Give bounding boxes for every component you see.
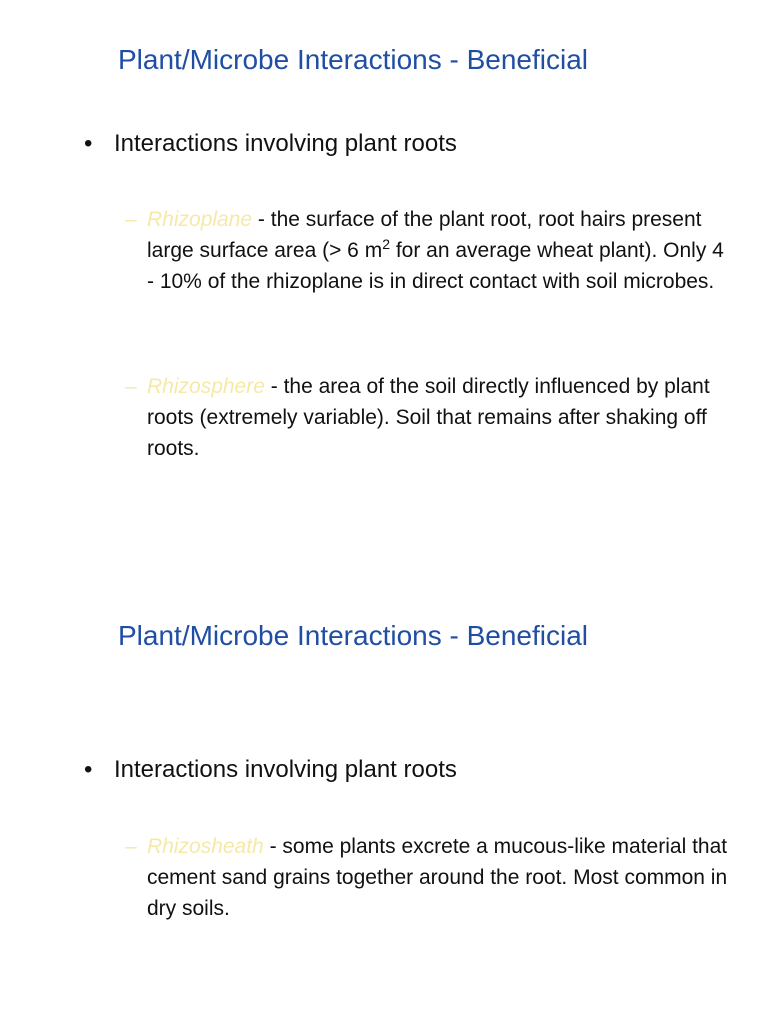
dash-marker: –: [125, 375, 137, 398]
slide-2: [0, 575, 768, 1024]
term-rhizosphere: Rhizosphere: [147, 375, 265, 398]
sub-item-content: [125, 371, 735, 464]
superscript: 2: [382, 236, 390, 252]
definition-text: - the area of the soil directly influenced by plant roots (extremely variable). Soil that remains after shaking off roots.: [147, 375, 710, 460]
sub-item-content: [125, 204, 735, 297]
slide-1: [0, 0, 768, 500]
definition-text-b: for an average wheat plant). Only 4 - 10% of the rhizoplane is in direct contact with soil microbes.: [147, 239, 724, 293]
bullet-text: Interactions involving plant roots: [114, 130, 457, 157]
bullet-marker: •: [84, 130, 93, 157]
slide-title: Plant/Microbe Interactions - Beneficial: [118, 44, 588, 75]
dash-marker: –: [125, 835, 137, 858]
bullet-item: [84, 129, 457, 159]
slide-title: Plant/Microbe Interactions - Beneficial: [118, 620, 588, 651]
term-rhizosheath: Rhizosheath: [147, 835, 264, 858]
bullet-text: Interactions involving plant roots: [114, 756, 457, 783]
sub-item-rhizoplane: [125, 204, 735, 297]
sub-item-rhizosphere: [125, 371, 735, 464]
dash-marker: –: [125, 208, 137, 231]
bullet-marker: •: [84, 756, 93, 783]
sub-item-rhizosheath: [125, 831, 735, 924]
term-rhizoplane: Rhizoplane: [147, 208, 253, 231]
definition-text: - some plants excrete a mucous-like material that cement sand grains together around the root. Most common in dry soils.: [147, 835, 728, 920]
sub-item-content: [125, 831, 735, 924]
definition-text-a: - the surface of the plant root, root hairs present large surface area (> 6 m: [147, 208, 702, 262]
bullet-item: [84, 755, 457, 785]
